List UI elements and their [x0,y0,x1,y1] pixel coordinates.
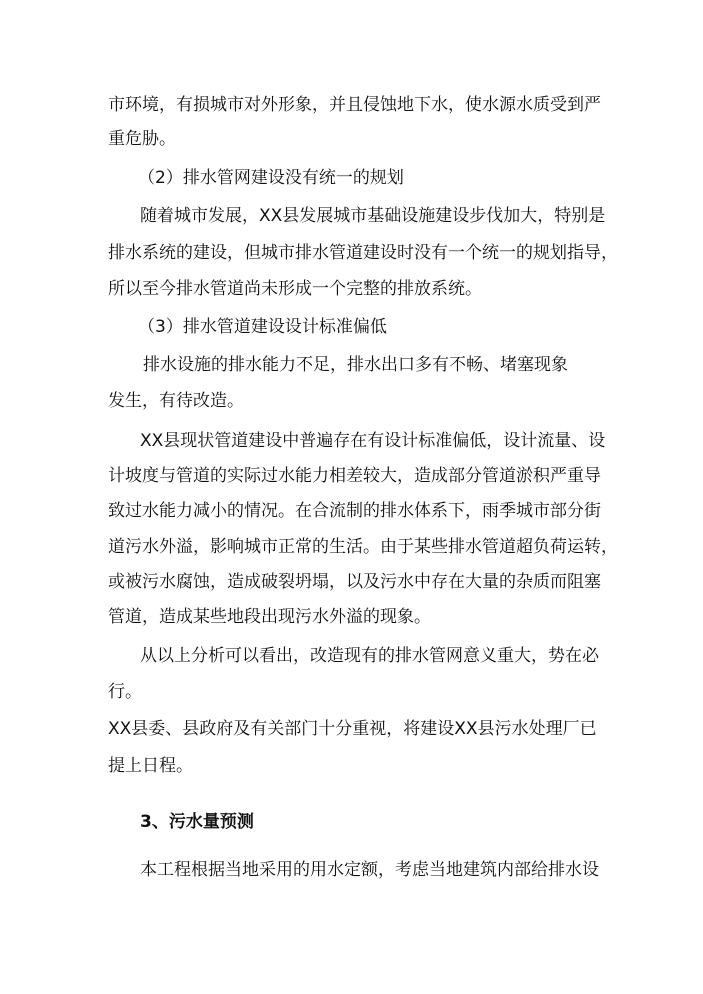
text-line: 重危胁。 [108,129,176,149]
text-line: 排水系统的建设，但城市排水管道建设时没有一个统一的规划指导， [108,243,618,263]
text-line: 管道，造成某些地段出现污水外溢的现象。 [108,607,431,627]
text-line: 或被污水腐蚀，造成破裂坍塌，以及污水中存在大量的杂质而阻塞 [108,572,601,592]
section-heading: （3）排水管道建设设计标准偏低 [138,317,387,337]
text-line: 发生，有待改造。 [108,391,244,411]
text-line: 排水设施的排水能力不足，排水出口多有不畅、堵塞现象 [143,355,568,375]
text-line: 随着城市发展，XX县发展城市基础设施建设步伐加大，特别是 [140,206,606,226]
text-line: 道污水外溢，影响城市正常的生活。由于某些排水管道超负荷运转， [108,537,618,557]
text-line: 本工程根据当地采用的用水定额，考虑当地建筑内部给排水设 [140,860,599,880]
section-heading: （2）排水管网建设没有统一的规划 [138,168,404,188]
text-line: 提上日程。 [108,756,193,776]
text-line: 所以至今排水管道尚未形成一个完整的排放系统。 [108,279,482,299]
text-line: 市环境，有损城市对外形象，并且侵蚀地下水，使水源水质受到严 [108,95,601,115]
text-line: XX县委、县政府及有关部门十分重视，将建设XX县污水处理厂已 [108,719,597,739]
text-line: 从以上分析可以看出，改造现有的排水管网意义重大，势在必 [140,646,599,666]
text-line: 计坡度与管道的实际过水能力相差较大，造成部分管道淤积严重导 [108,466,601,486]
text-line: 致过水能力减小的情况。在合流制的排水体系下，雨季城市部分街 [108,501,601,521]
section-heading-sewage-forecast: 3、污水量预测 [140,812,254,832]
text-line: XX县现状管道建设中普遍存在有设计标准偏低，设计流量、设 [140,431,606,451]
text-line: 行。 [108,682,142,702]
